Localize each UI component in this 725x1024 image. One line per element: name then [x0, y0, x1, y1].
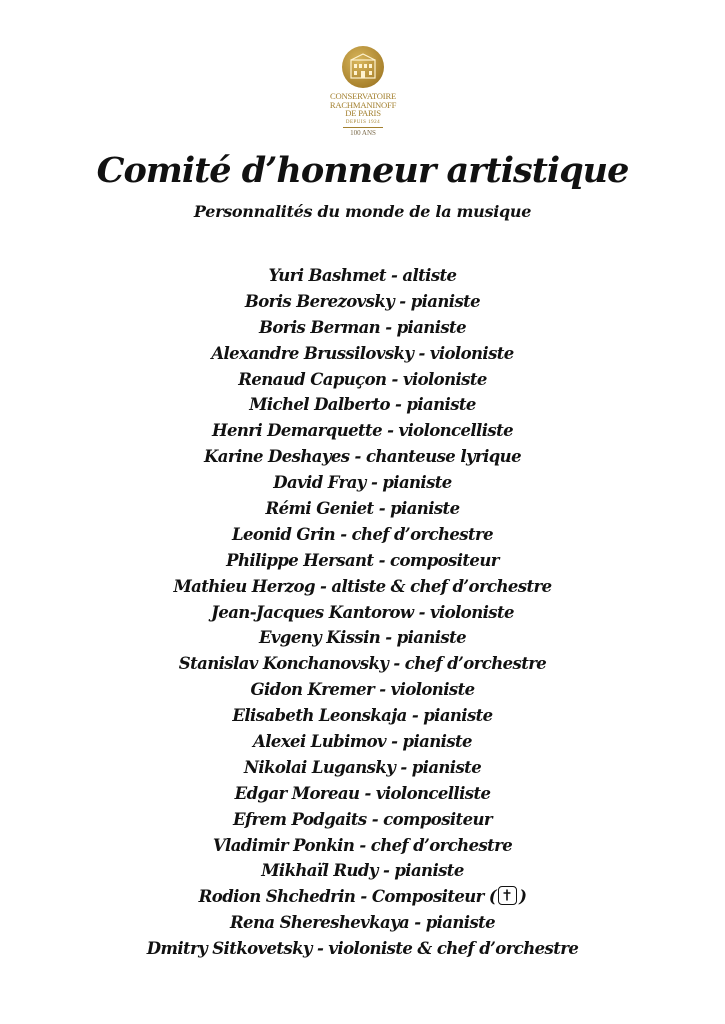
- member-item: [0, 600, 725, 626]
- member-text: Nikolai Lugansky - pianiste: [243, 757, 482, 777]
- member-item: [0, 858, 725, 884]
- member-item: [0, 289, 725, 315]
- member-item: [0, 833, 725, 859]
- member-text: Rodion Shchedrin - Compositeur: [198, 887, 484, 907]
- member-text: Mikhaïl Rudy - pianiste: [261, 861, 464, 881]
- member-item: [0, 367, 725, 393]
- member-text: David Fray - pianiste: [273, 473, 452, 493]
- member-item: [0, 496, 725, 522]
- member-item: [0, 574, 725, 600]
- member-item: [0, 263, 725, 289]
- member-text: Boris Berezovsky - pianiste: [244, 291, 481, 311]
- page-subtitle: Personnalités du monde de la musique: [193, 202, 532, 221]
- member-text: Karine Deshayes - chanteuse lyrique: [204, 447, 521, 467]
- member-item: [0, 936, 725, 962]
- member-text: Alexei Lubimov - pianiste: [253, 732, 472, 752]
- member-item: [0, 729, 725, 755]
- member-text: Philippe Hersant - compositeur: [226, 550, 499, 570]
- logo-line-3: DE PARIS: [345, 108, 381, 119]
- members-list: [0, 263, 725, 962]
- member-text: Efrem Podgaits - compositeur: [233, 809, 492, 829]
- member-item: [0, 755, 725, 781]
- marker-close-paren: ): [519, 887, 527, 907]
- member-item: [0, 625, 725, 651]
- conservatoire-logo: [322, 46, 404, 150]
- building-emblem-icon: [342, 46, 384, 88]
- logo-anniversary: 100 ANS: [350, 128, 376, 137]
- member-text: Renaud Capuçon - violoniste: [238, 369, 487, 389]
- member-text: Evgeny Kissin - pianiste: [258, 628, 467, 648]
- logo-divider: [343, 127, 383, 128]
- member-item: [0, 781, 725, 807]
- logo-line-2: RACHMANINOFF: [329, 99, 397, 110]
- logo-line-1: CONSERVATOIRE: [329, 91, 397, 101]
- member-text: Dmitry Sitkovetsky - violoniste & chef d’orchestre: [146, 939, 579, 959]
- cross-icon: [498, 886, 517, 905]
- member-item: [0, 807, 725, 833]
- member-text: Alexandre Brussilovsky - violoniste: [211, 343, 514, 363]
- member-text: Mathieu Herzog - altiste & chef d’orchestre: [173, 576, 552, 596]
- member-text: Yuri Bashmet - altiste: [268, 266, 457, 285]
- logo-since: DEPUIS 1924: [345, 119, 381, 125]
- member-text: Leonid Grin - chef d’orchestre: [231, 524, 494, 544]
- marker-open-paren: (: [483, 887, 497, 907]
- member-text: Jean-Jacques Kantorow - violoniste: [211, 602, 514, 622]
- member-item: [0, 470, 725, 496]
- member-text: Henri Demarquette - violoncelliste: [211, 421, 514, 441]
- member-item: [0, 522, 725, 548]
- member-text: Stanislav Konchanovsky - chef d’orchestre: [178, 654, 547, 674]
- member-text: Gidon Kremer - violoniste: [250, 680, 475, 700]
- member-text: Rémi Geniet - pianiste: [265, 499, 460, 519]
- member-text: Boris Berman - pianiste: [259, 317, 466, 337]
- member-text: Michel Dalberto - pianiste: [249, 395, 476, 415]
- member-item: [0, 910, 725, 936]
- member-item: [0, 884, 725, 910]
- member-item: [0, 341, 725, 367]
- member-item: [0, 392, 725, 418]
- member-item: [0, 315, 725, 341]
- member-item: [0, 548, 725, 574]
- member-item: [0, 444, 725, 470]
- member-item: [0, 418, 725, 444]
- page-title: Comité d’honneur artistique: [96, 150, 629, 191]
- member-item: [0, 703, 725, 729]
- member-text: Vladimir Ponkin - chef d’orchestre: [212, 835, 513, 855]
- member-item: [0, 651, 725, 677]
- member-text: Elisabeth Leonskaja - pianiste: [232, 706, 493, 726]
- member-item: [0, 677, 725, 703]
- member-text: Rena Shereshevkaya - pianiste: [229, 913, 496, 933]
- member-text: Edgar Moreau - violoncelliste: [234, 783, 491, 803]
